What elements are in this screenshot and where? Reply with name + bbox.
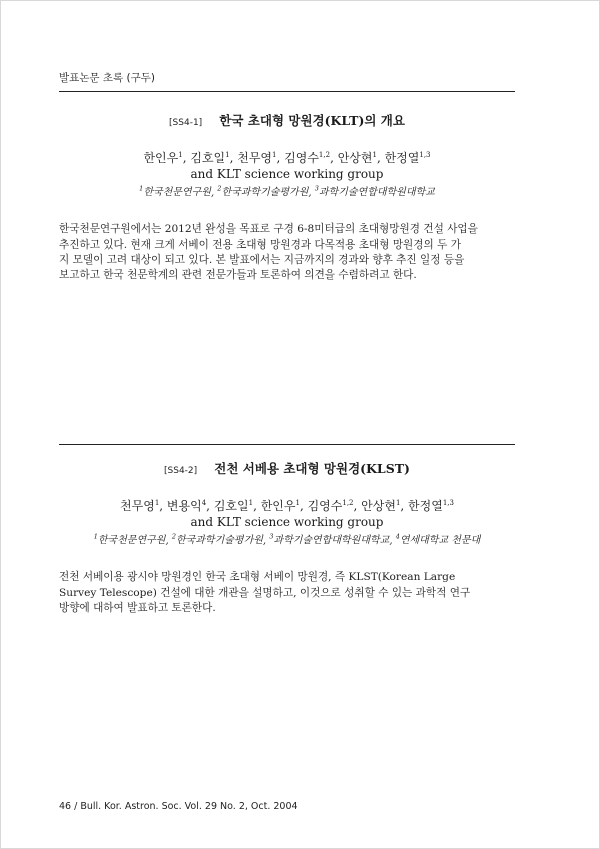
affiliation-mark: 1 xyxy=(93,533,98,541)
abstract-body xyxy=(59,222,515,283)
author xyxy=(237,151,276,165)
affiliation-mark: 2 xyxy=(171,533,176,541)
author xyxy=(120,499,159,513)
affiliation-name: 과학기술연합대학원대학교 xyxy=(318,187,435,199)
author-list: 한인우$^1$, 김호일$^1$, 천무영$^1$, 김영수$^{1,2}$, 안상현$^1$, 한정열$^{1,3}$ xyxy=(143,151,431,165)
abstract-code: [SS4-1] xyxy=(169,118,203,128)
abstract-code: [SS4-2] xyxy=(164,466,198,476)
body-line: 보고하고 한국 천문학계의 관련 전문가들과 토론하여 의견을 수렴하려고 한다. xyxy=(59,269,417,282)
author xyxy=(190,151,229,165)
author-affiliation-mark: 1,2 xyxy=(318,151,331,159)
body-line: 방향에 대하여 발표하고 토론한다. xyxy=(59,601,216,614)
author-list: 천무영$^1$, 변용익$^4$, 김호일$^1$, 한인우$^1$, 김영수$^{1,2}$, 안상현$^1$, 한정열$^{1,3}$ xyxy=(120,499,454,513)
author-name: 한정열 xyxy=(408,499,443,513)
abstract-title: 한국 초대형 망원경(KLT)의 개요 xyxy=(219,113,405,128)
affiliation xyxy=(217,187,308,198)
author xyxy=(214,499,253,513)
author-affiliation-mark: 1 xyxy=(178,151,183,159)
author-affiliation-mark: 1,3 xyxy=(442,499,454,507)
page-footer: 46 / Bull. Kor. Astron. Soc. Vol. 29 No. 2, Oct. 2004 xyxy=(59,801,298,812)
author-name: 한정열 xyxy=(384,151,420,165)
author-name: 김영수 xyxy=(284,151,319,165)
author-affiliation-mark: 1 xyxy=(395,499,401,507)
author xyxy=(385,151,431,165)
affiliation-list: $^1$한국천문연구원, $^2$한국과학기술평가원, $^3$과학기술연합대학원대학교, $^4$연세대학교 천문대 xyxy=(93,533,481,547)
affiliation xyxy=(139,187,211,198)
body-line: 한국천문연구원에서는 2012년 완성을 목표로 구경 6-8미터급의 초대형망원경 건설 사업을 xyxy=(59,223,478,236)
author xyxy=(167,499,206,513)
affiliation-name: 과학기술연합대학원대학교 xyxy=(273,535,390,547)
author xyxy=(361,499,400,513)
affiliation-mark: 3 xyxy=(269,533,274,541)
body-line: 추진하고 있다. 현재 크게 서베이 전용 초대형 망원경과 다목적용 초대형 망원경의 두 가 xyxy=(59,238,461,251)
affiliation-name: 연세대학교 천문대 xyxy=(399,535,481,547)
body-line: 지 모델이 고려 대상이 되고 있다. 본 발표에서는 지금까지의 경과와 향후 추진 일정 등을 xyxy=(59,253,465,266)
author-affiliation-mark: 1 xyxy=(154,499,160,507)
author-name: 김영수 xyxy=(307,499,343,513)
affiliation-mark: 2 xyxy=(217,185,222,193)
affiliation-name: 한국천문연구원 xyxy=(97,535,166,547)
author-affiliation-mark: 1 xyxy=(295,499,300,507)
affiliation xyxy=(396,535,481,546)
author-affiliation-mark: 1,3 xyxy=(419,151,431,159)
abstract-title: 전천 서베용 초대형 망원경(KLST) xyxy=(214,461,410,476)
affiliation xyxy=(172,535,263,546)
author-affiliation-mark: 4 xyxy=(201,499,207,507)
affiliation xyxy=(269,535,389,546)
author-name: 천무영 xyxy=(237,151,273,165)
working-group: and KLT science working group xyxy=(190,167,384,181)
section-rule xyxy=(59,444,515,445)
affiliation-mark: 3 xyxy=(314,185,319,193)
running-header: 발표논문 초록 (구두) xyxy=(59,72,156,84)
author xyxy=(308,499,354,513)
affiliation-list: $^1$한국천문연구원, $^2$한국과학기술평가원, $^3$과학기술연합대학원대학교 xyxy=(139,185,435,199)
affiliation xyxy=(94,535,166,546)
author-affiliation-mark: 1,2 xyxy=(342,499,354,507)
header-rule xyxy=(59,91,515,92)
affiliation-mark: 1 xyxy=(139,185,144,193)
author-name: 변용익 xyxy=(166,499,202,513)
author-name: 한인우 xyxy=(143,151,179,165)
author-name: 김호일 xyxy=(190,151,226,165)
abstract-body xyxy=(59,570,515,616)
abstract-title-line xyxy=(59,110,515,129)
body-line: Survey Telescope) 건설에 대한 개관을 설명하고, 이것으로 성취할 수 있는 과학적 연구 xyxy=(59,586,471,599)
abstract-ss4-1 xyxy=(59,110,515,284)
author-affiliation-mark: 1 xyxy=(372,151,377,159)
author-affiliation-mark: 1 xyxy=(272,151,277,159)
affiliation-mark: 4 xyxy=(395,533,400,541)
author-affiliation-mark: 1 xyxy=(248,499,254,507)
abstract-ss4-2 xyxy=(59,458,515,616)
author-name: 안상현 xyxy=(361,499,396,513)
working-group: and KLT science working group xyxy=(190,515,384,529)
author-affiliation-mark: 1 xyxy=(225,151,230,159)
affiliation xyxy=(315,187,435,198)
affiliation-name: 한국과학기술평가원 xyxy=(175,535,263,547)
author-name: 김호일 xyxy=(213,499,249,513)
author xyxy=(143,151,182,165)
author-name: 천무영 xyxy=(120,499,155,513)
author-name: 안상현 xyxy=(337,151,373,165)
body-line: 전천 서베이용 광시야 망원경인 한국 초대형 서베이 망원경, 즉 KLST(Korean Large xyxy=(59,571,456,584)
author xyxy=(284,151,330,165)
author-name: 한인우 xyxy=(260,499,296,513)
author xyxy=(261,499,300,513)
author xyxy=(338,151,377,165)
affiliation-name: 한국천문연구원 xyxy=(143,187,211,199)
author xyxy=(408,499,454,513)
abstract-title-line xyxy=(59,458,515,477)
affiliation-name: 한국과학기술평가원 xyxy=(221,187,309,199)
